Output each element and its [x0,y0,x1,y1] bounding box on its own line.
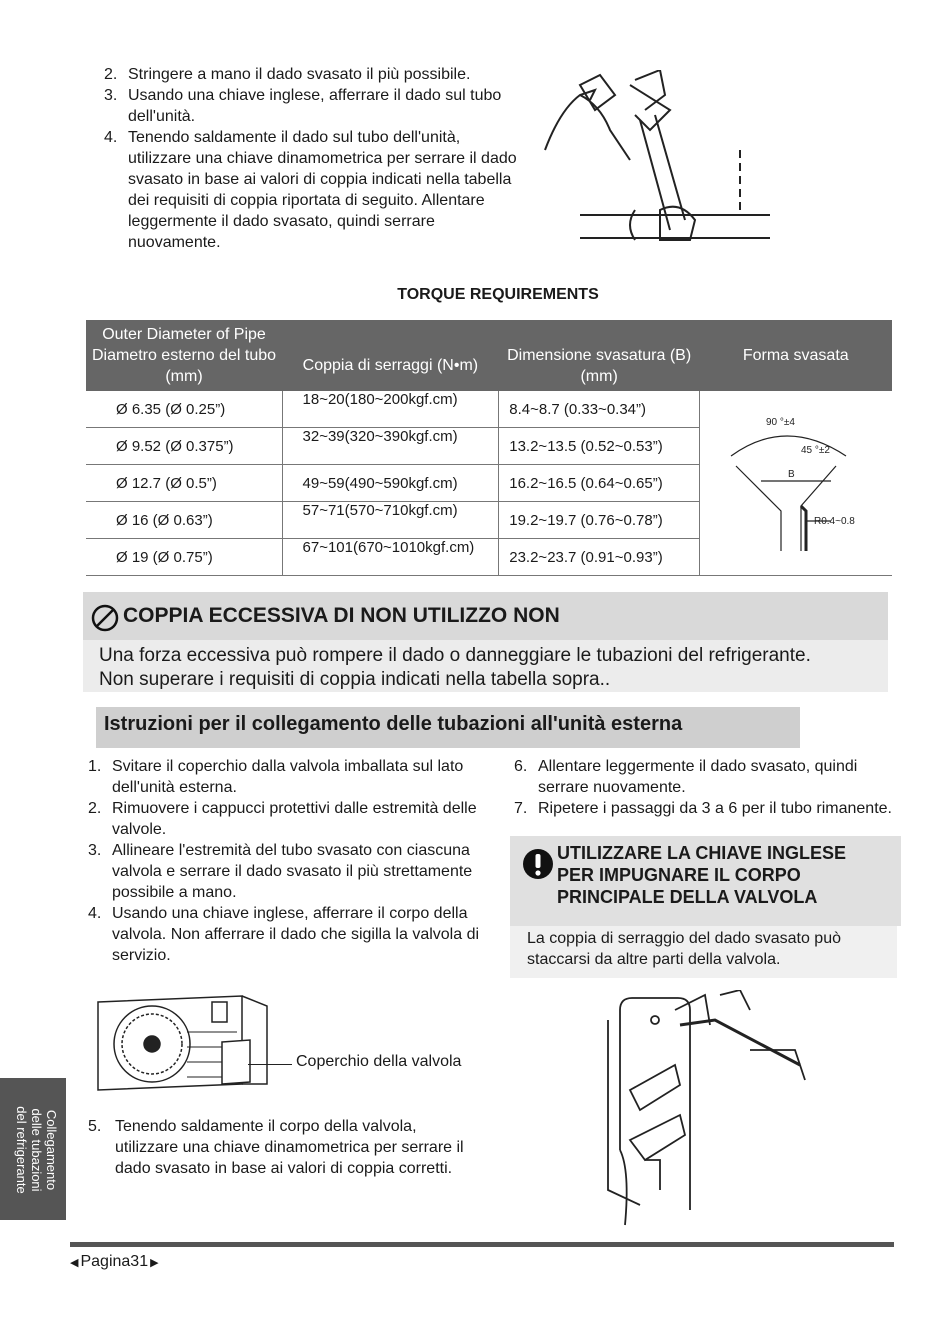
list-item: 5. Tenendo saldamente il corpo della valvola, utilizzare una chiave dinamometrica per serrare il dado svasato in base ai valori di coppia corretti. [88,1118,464,1177]
torque-table [86,320,892,576]
list-item: 1. Svitare il coperchio dalla valvola imballata sul lato dell'unità esterna. [88,758,464,796]
list-item: 4. Usando una chiave inglese, afferrare il corpo della valvola. Non afferrare il dado che sigilla la valvola di servizio. [88,905,480,964]
caution-header [510,836,901,926]
list-item: 3. Usando una chiave inglese, afferrare il dado sul tubo dell'unità. [104,87,502,125]
header-diameter: Outer Diameter of Pipe Diametro esterno del tubo (mm) [86,320,282,391]
step-5 [88,1116,468,1179]
flare-radius-label: R0.4~0.8 [814,516,855,527]
flare-shape-cell [700,391,893,576]
list-item: 7. Ripetere i passaggi da 3 a 6 per il tubo rimanente. [514,800,892,817]
list-item: 6. Allentare leggermente il dado svasato, quindi serrare nuovamente. [514,758,858,796]
left-steps [88,756,504,966]
flare-shape-diagram [706,411,886,551]
table-row: Ø 16 (Ø 0.63”) 57~71(570~710kgf.cm) 19.2~19.7 (0.76~0.78”) [86,502,892,539]
warning-title: COPPIA ECCESSIVA DI NON UTILIZZO NON [123,604,560,627]
torque-title: TORQUE REQUIREMENTS [397,286,599,303]
table-row: Ø 19 (Ø 0.75”) 67~101(670~1010kgf.cm) 23.2~23.7 (0.91~0.93”) [86,539,892,576]
flare-angle2-label: 45 °±2 [801,445,830,456]
warning-line-1: Una forza eccessiva può rompere il dado o danneggiare le tubazioni del refrigerante. [99,645,811,666]
warning-header [83,592,888,640]
flare-angle-label: 90 °±4 [766,417,795,428]
header-torque: Coppia di serraggi (N•m) [282,320,499,391]
side-tab [0,1078,66,1220]
table-row: Ø 12.7 (Ø 0.5”) 49~59(490~590kgf.cm) 16.2~16.5 (0.64~0.65”) [86,465,892,502]
valve-cover-pointer [248,1064,292,1065]
page-number: ◀ Pagina31 ▶ [70,1253,159,1270]
header-flare-shape: Forma svasata [700,320,893,391]
right-steps [514,756,900,819]
list-item: 4. Tenendo saldamente il dado sul tubo dell'unità, utilizzare una chiave dinamometrica per serrare il dado svasato in base ai valori di coppia indicati nella tabella dei requisiti di coppia riportata di seguito. Allentare leggermente il dado svasato, quindi serrare nuovamente. [104,129,517,251]
table-row: Ø 6.35 (Ø 0.25”) 18~20(180~200kgf.cm) 8.4~8.7 (0.33~0.34”) 90 °±4 45 °±2 B R0.4~0.8 [86,391,892,428]
header-flare-size: Dimensione svasatura (B) (mm) [499,320,700,391]
valve-cover-label: Coperchio della valvola [296,1053,462,1070]
wrench-illustration [540,70,780,250]
footer-rule [70,1242,894,1247]
side-tab-label: Collegamento delle tubazioni del refrigerante [14,1106,59,1194]
list-item: 2. Rimuovere i cappucci protettivi dalle estremità delle valvole. [88,800,477,838]
caution-body: La coppia di serraggio del dado svasato può staccarsi da altre parti della valvola. [510,926,897,978]
caution-title: UTILIZZARE LA CHIAVE INGLESE PER IMPUGNARE IL CORPO PRINCIPALE DELLA VALVOLA [557,843,847,907]
valve-wrench-illustration [600,990,810,1230]
list-item: 2. Stringere a mano il dado svasato il più possibile. [104,66,471,83]
prev-arrow-icon: ◀ [70,1256,79,1269]
next-arrow-icon: ▶ [150,1256,159,1269]
warning-line-2: Non superare i requisiti di coppia indicati nella tabella sopra.. [99,669,611,690]
table-row: Ø 9.52 (Ø 0.375”) 32~39(320~390kgf.cm) 13.2~13.5 (0.52~0.53”) [86,428,892,465]
flare-b-label: B [788,469,795,480]
list-item: 3. Allineare l'estremità del tubo svasato con ciascuna valvola e serrare il dado svasato il più strettamente possibile a mano. [88,842,473,901]
top-steps [104,64,524,253]
prohibited-icon [91,604,119,632]
table-header-row [86,320,892,391]
warning-body [83,640,888,692]
exclamation-icon [522,848,554,880]
section-title: Istruzioni per il collegamento delle tubazioni all'unità esterna [96,707,800,748]
outdoor-unit-illustration [92,992,292,1102]
